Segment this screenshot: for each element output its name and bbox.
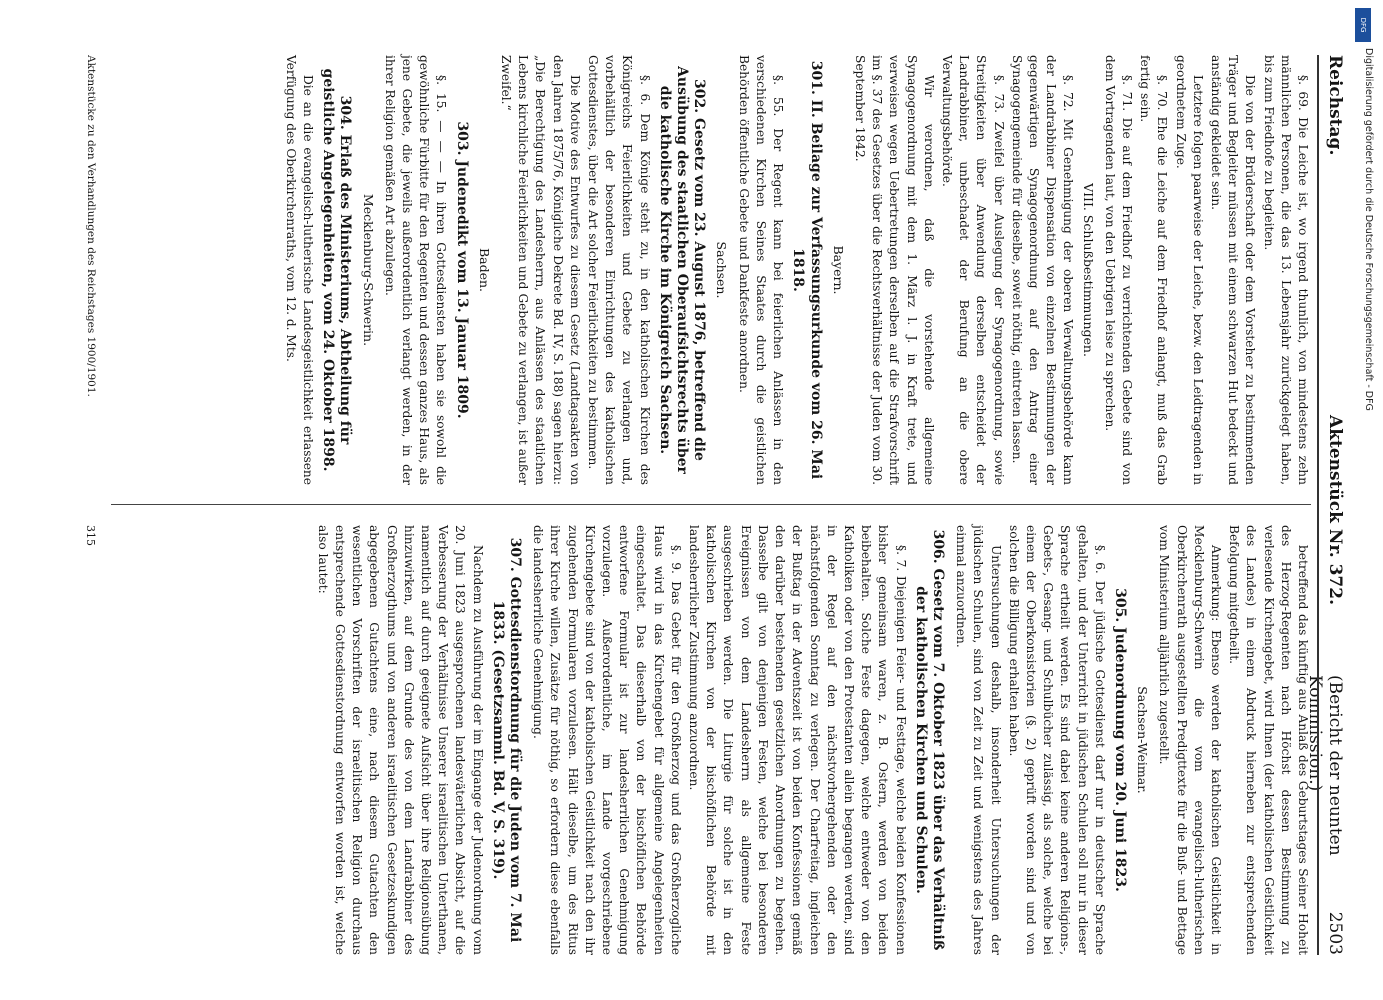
credit-text: Digitalisierung gefördert durch die Deutsche Forschungsgemeinschaft - DFG: [1363, 48, 1374, 411]
paragraph: §. 6. Der jüdische Gottesdienst darf nur in deutscher Sprache gehalten, und der Unterricht in jüdischen Schulen soll nur in dieser Sprache ertheilt werden. Es sind dabei keine anderen Religions-, Gebets-, Gesang- und Schulbücher zulässig, als solche, welche bei einem der Oberkonsistorien (§. 2) geprüft worden sind und von solchen die Billigung erhalten haben.: [1006, 525, 1107, 955]
paragraph: Letztere folgen paarweise der Leiche, bezw. den Leidtragenden in geordnetem Zuge.: [1173, 55, 1205, 485]
section-heading: 304. Erlaß des Ministeriums, Abtheilung für geistliche Angelegenheiten, vom 24. Oktober 1898.: [320, 68, 354, 472]
section-heading: Sachsen.: [714, 241, 730, 299]
header-document-number: Aktenstück Nr. 372.: [1325, 415, 1345, 606]
paragraph: Die an die evangelisch-lutherische Landesgeistlichkeit erlassene Verfügung des Oberkirchenraths, vom 12. d. Mts.: [283, 55, 316, 485]
paragraph: Wir verordnen, daß die vorstehende allgemeine Synagogenordnung mit dem 1. März l. J. in Kraft trete, und verweisen wegen Uebertretungen derselben auf die Strafvorschrift im §. 37 des Gesetzes über die Rechtsverhältnisse der Juden vom 30. September 1842.: [852, 55, 936, 485]
paragraph: Die Motive des Entwurfes zu diesem Gesetz (Landtagsakten von den Jahren 1875/76, Königliche Dekrete Bd. IV, S. 188) sagen hierzu: „Die Berechtigung des Landesherrn, aus Anlässen des staatlichen Lebens kirchliche Feierlichkeiten und Gebete zu verlangen, ist außer Zweifel.“: [499, 55, 582, 485]
column-divider: [111, 504, 1311, 505]
left-column: [281, 55, 1311, 485]
page-number: 2503: [1325, 911, 1345, 955]
header-left: Reichstag.: [1325, 55, 1345, 156]
paragraph: §. 9. Das Gebet für den Großherzog und das Großherzogliche Haus wird in das Kirchengebet für allgemeine Angelegenheiten eingeschaltet. Das dieserhalb von der bischöflichen Behörde entworfene Formular ist zur landesherrlichen Genehmigung vorzulegen. Außerordentliche, im Lande vorgeschriebene Kirchengebete sind von der katholischen Geistlichkeit nach den ihr zugehenden Formularen vorzulesen. Hält dieselbe, um des Ritus ihrer Kirche willen, Zusätze für nöthig, so erfordern diese ebenfalls die landesherrliche Genehmigung.: [531, 525, 683, 955]
paragraph: betreffend das künftig aus Anlaß des Geburtstages Seiner Hoheit des Herzog-Regenten nach Höchst dessen Bestimmung zu verlesende Kirchengebet, wird Ihnen (der katholischen Geistlichkeit des Landes) in einem Abdruck hierneben zur entsprechenden Befolgung mitgetheilt.: [1227, 525, 1310, 955]
paragraph: §. 69. Die Leiche ist, wo irgend thunlich, von mindestens zehn männlichen Personen, die das 13. Lebensjahr zurückgelegt haben, bis zum Friedhofe zu begleiten.: [1261, 55, 1310, 485]
paragraph: §. 7. Diejenigen Feier- und Festtage, welche beiden Konfessionen bisher gemeinsam waren, z. B. Ostern, werden von beiden beibehalten. Solche Feste dagegen, welche entweder von den Katholiken oder von den Protestanten allein begangen werden, sind in der Regel auf den nächstvorhergehenden oder den nächstfolgenden Sonntag zu verlegen. Der Charfreitag, ingleichen der Bußtag in der Adventszeit ist von beiden Konfessionen gemäß den darüber bestehenden gesetzlichen Anordnungen zu begehen. Dasselbe gilt von denjenigen Festen, welche bei besonderen Ereignissen von dem Landesherrn als allgemeine Feste ausgeschrieben werden. Die Liturgie für solche ist in den katholischen Kirchen von der bischöflichen Behörde mit landesherrlicher Zustimmung anzuordnen.: [687, 525, 908, 955]
header-section: (Bericht der neunten Kommission.): [1305, 675, 1345, 856]
section-heading: Bayern.: [830, 245, 846, 295]
paragraph: §. 55. Der Regent kann bei feierlichen Anlässen in den verschiedenen Kirchen Seines Staates durch die geistlichen Behörden öffentliche Gebete und Dankfeste anordnen.: [736, 55, 786, 485]
section-heading: 301. II. Beilage zur Verfassungsurkunde vom 26. Mai 1818.: [790, 60, 824, 480]
paragraph: §. 72. Mit Genehmigung der oberen Verwaltungsbehörde kann der Landrabbiner Dispensation von einzelnen Bestimmungen der gegenwärtigen Synagogenordnung auf den Antrag einer Synagogengemeinde für dieselbe, soweit nöthig, eintreten lassen.: [1009, 55, 1076, 485]
paragraph: Anmerkung: Ebenso werden der katholischen Geistlichkeit in Mecklenburg-Schwerin die vom evangelisch-lutherischen Oberkirchenrath ausgestellten Predigttexte für die Buß- und Bettage vom Ministerium alljährlich zugestellt.: [1157, 525, 1223, 955]
paragraph: §. 6. Dem Könige steht zu, in den katholischen Kirchen des Königreichs Feierlichkeiten und Gebete zu verlangen und, vorbehältlich der besonderen Einrichtungen des katholischen Gottesdienstes, über die Art solcher Feierlichkeiten zu bestimmen.: [586, 55, 652, 485]
right-column: [313, 525, 1311, 955]
section-heading: VIII. Schlußbestimmungen.: [1080, 183, 1096, 357]
section-heading: Baden.: [476, 247, 492, 293]
footer-left: Aktenstücke zu den Verhandlungen des Reichstages 1900/1901.: [85, 55, 97, 397]
paragraph: Nachdem zu Ausführung der im Eingange der Judenordnung vom 20. Juni 1823 ausgesprochenen landesväterlichen Absicht, auf die Verbesserung der Verhältnisse Unserer israelitischen Unterthanen, namentlich auf durch geeignete Aufsicht über ihre Religionsübung hinzuwirken, auf dem Grunde des von dem Landrabbiner des Großherzogthums und von anderen israelitischen Gesetzeskundigen abgegebenen Gutachtens eine, nach diesem Gutachten den wesentlichen Vorschriften der israelitischen Religion durchaus entsprechende Gottesdienstordnung entworfen worden ist, welche also lautet:: [315, 525, 485, 955]
section-heading: Mecklenburg-Schwerin.: [360, 193, 376, 347]
paragraph: §. 71. Die auf dem Friedhof zu verrichtenden Gebete sind von dem Vortragenden laut, von den Uebrigen leise zu sprechen.: [1102, 55, 1134, 485]
section-heading: 305. Judenordnung vom 20. Juni 1823.: [1111, 588, 1128, 892]
paragraph: Die von der Brüderschaft oder dem Vorsteher zu bestimmenden Träger und Begleiter müssen mit einem schwarzen Hut bedeckt und anständig gekleidet sein.: [1208, 55, 1258, 485]
page-header: [1305, 55, 1345, 955]
paragraph: Untersuchungen deshalb, insonderheit Untersuchungen der jüdischen Schulen, sind von Zeit zu Zeit und wenigstens des Jahres einmal anzuordnen.: [954, 525, 1003, 955]
paragraph: §. 73. Zweifel über Auslegung der Synagogenordnung, sowie Streitigkeiten über Anwendung derselben entscheidet der Landrabbiner, unbeschadet der Berufung an die obere Verwaltungsbehörde.: [939, 55, 1006, 485]
section-heading: 303. Judenedikt vom 13. Januar 1809.: [453, 121, 470, 419]
footer-page-number: 315: [84, 525, 97, 546]
section-heading: 302. Gesetz vom 23. August 1876, betreffend die Ausübung des staatlichen Oberaufsichtsrechts über die katholische Kirche im Königreich Sachsen.: [656, 66, 708, 474]
section-heading: 307. Gottesdienstordnung für die Juden vom 7. Mai 1833. (Gesetzsamml. Bd. V, S. 319).: [489, 537, 524, 943]
header-rule: [1317, 55, 1319, 955]
section-heading: 306. Gesetz vom 7. Oktober 1823 über das Verhältniß der katholischen Kirchen und Schulen.: [912, 529, 946, 951]
paragraph: §. 70. Ehe die Leiche auf dem Friedhof anlangt, muß das Grab fertig sein.: [1138, 55, 1170, 485]
section-heading: Sachsen-Weimar.: [1135, 686, 1151, 794]
paragraph: §. 15. — — — In ihren Gottesdiensten haben sie sowohl die gewöhnliche Fürbitte für den Regenten und dessen ganzes Haus, als jene Gebete, die jeweils außerordentlich verlangt werden, in der ihrer Religion gemäßen Art abzulegen.: [382, 55, 449, 485]
rotated-page-content: [55, 55, 1345, 955]
dfg-logo: DFG: [1355, 8, 1371, 42]
digitization-credit: [1352, 8, 1378, 998]
